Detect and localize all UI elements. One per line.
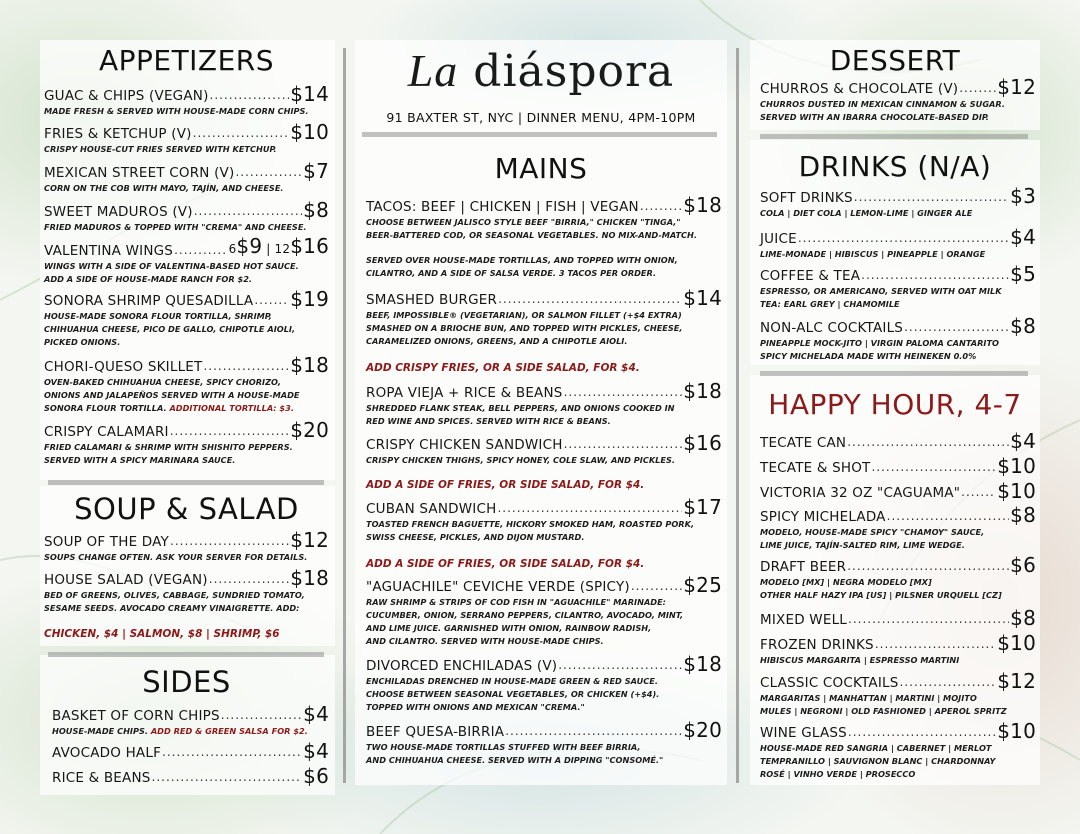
menu-item [44,200,329,233]
item-price: $7 [303,159,329,183]
item-price: $5 [1010,262,1036,286]
item-description: MARGARITAS | MANHATTAN | MARTINI | MOJITO [760,693,977,703]
menu-item [44,289,329,348]
item-description: SONORA FLOUR TORTILLA. ADDITIONAL TORTILLA: $3. [44,403,294,413]
item-description: CORN ON THE COB WITH MAYO, TAJÍN, AND CHEESE. [44,183,284,193]
item-description: AND CHIHUAHUA CHEESE. SERVED WITH A DIPPING "CONSOMÉ." [366,755,664,765]
item-name: CUBAN SANDWICH [366,501,497,517]
menu-item [760,481,1036,501]
cuban-addon-note: ADD A SIDE OF FRIES, OR SIDE SALAD, FOR $4. [366,558,645,570]
item-description: ADD A SIDE OF HOUSE-MADE RANCH FOR $2. [44,274,253,284]
item-name: SOFT DRINKS [760,190,853,206]
item-price: $12 [997,75,1036,99]
item-price: $19 [290,287,329,311]
menu-item [366,433,722,466]
menu-item [760,264,1036,310]
menu-item [760,227,1036,260]
item-description: TOPPED WITH ONIONS AND MEXICAN "CREMA." [366,702,585,712]
item-name: "AGUACHILE" CEVICHE VERDE (SPICY) [366,579,630,595]
item-description: MODELO [MX] | NEGRA MODELO [MX] [760,577,932,587]
menu-item [44,161,329,194]
item-description: MADE FRESH & SERVED WITH HOUSE-MADE CORN CHIPS. [44,106,309,116]
happy-hour-title: HAPPY HOUR, 4-7 [768,388,1022,421]
item-description: TOASTED FRENCH BAGUETTE, HICKORY SMOKED HAM, ROASTED PORK, [366,519,695,529]
menu-item [44,122,329,155]
section-separator [760,134,1028,139]
item-name: TECATE CAN [760,435,847,451]
item-description: PICKED ONIONS. [44,337,121,347]
item-description: SERVED WITH AN IBARRA CHOCOLATE-BASED DIP. [760,112,989,122]
menu-item [44,568,329,614]
item-description: BEEF, IMPOSSIBLE® (VEGETARIAN), OR SALMON FILLET (+$4 EXTRA) [366,310,682,320]
column-divider-left [343,48,346,783]
item-price: $4 [303,702,329,726]
item-name: HOUSE SALAD (VEGAN) [44,572,208,588]
item-description: SERVED OVER HOUSE-MADE TORTILLAS, AND TOPPED WITH ONION, [366,255,678,265]
item-description: HOUSE-MADE SONORA FLOUR TORTILLA, SHRIMP, [44,311,272,321]
chicken-sandwich-addon-note: ADD A SIDE OF FRIES, OR SIDE SALAD, FOR $4. [366,479,645,491]
item-description: HOUSE-MADE CHIPS. ADD RED & GREEN SALSA FOR $2. [52,726,308,736]
item-description: CRISPY CHICKEN THIGHS, SPICY HONEY, COLE SLAW, AND PICKLES. [366,455,675,465]
item-price: $12 [997,669,1036,693]
item-description: SOUPS CHANGE OFTEN. ASK YOUR SERVER FOR DETAILS. [44,552,308,562]
mains-title: MAINS [494,152,588,185]
item-price: $18 [683,652,722,676]
item-name: CRISPY CALAMARI [44,424,169,440]
item-price: $16 [683,431,722,455]
item-price: $10 [290,120,329,144]
item-price: $4 [303,739,329,763]
item-description: LIME JUICE, TAJÍN-SALTED RIM, LIME WEDGE. [760,540,965,550]
burger-addon-note: ADD CRISPY FRIES, OR A SIDE SALAD, FOR $4. [366,362,640,374]
item-description: SPICY MICHELADA MADE WITH HEINEKEN 0.0% [760,351,977,361]
item-price: $3 [1010,184,1036,208]
item-description: SWISS CHEESE, PICKLES, AND DIJON MUSTARD. [366,532,585,542]
item-description: HIBISCUS MARGARITA | ESPRESSO MARTINI [760,655,960,665]
item-name: CHURROS & CHOCOLATE (V) [760,81,959,97]
item-price: $10 [997,631,1036,655]
item-name: JUICE [760,231,797,247]
address-line: 91 BAXTER ST, NYC | DINNER MENU, 4PM-10PM [386,110,696,125]
menu-item [366,195,722,279]
item-price: $8 [1010,503,1036,527]
item-name: VALENTINA WINGS [44,243,174,259]
item-description: SESAME SEEDS. AVOCADO CREAMY VINAIGRETTE. ADD: [44,603,300,613]
item-name: TECATE & SHOT [760,460,871,476]
menu-item [760,431,1036,451]
item-price: $10 [997,479,1036,503]
item-description: PINEAPPLE MOCK-JITO | VIRGIN PALOMA CANTARITO [760,338,1000,348]
item-price: $20 [683,718,722,742]
menu-item [760,721,1036,780]
item-description: CHURROS DUSTED IN MEXICAN CINNAMON & SUGAR. [760,99,1005,109]
item-name: SPICY MICHELADA [760,509,886,525]
item-description: HOUSE-MADE RED SANGRIA | CABERNET | MERLOT [760,743,992,753]
restaurant-logo: La diáspora [407,45,675,97]
item-name: SWEET MADUROS (V) [44,204,193,220]
item-name: DRAFT BEER [760,559,847,575]
item-name: MEXICAN STREET CORN (V) [44,165,235,181]
menu-item [366,381,722,427]
sides-title: SIDES [142,665,231,699]
item-name: SONORA SHRIMP QUESADILLA [44,293,254,309]
item-description: MULES | NEGRONI | OLD FASHIONED | APEROL SPRITZ [760,706,1007,716]
soup-salad-title: SOUP & SALAD [74,492,299,526]
item-name: BEEF QUESA-BIRRIA [366,724,505,740]
item-price: $18 [683,379,722,403]
item-description: ROSÉ | VINHO VERDE | PROSECCO [760,769,916,779]
item-name: NON-ALC COCKTAILS [760,320,904,336]
item-description: BED OF GREENS, OLIVES, CABBAGE, SUNDRIED TOMATO, [44,590,305,600]
item-description: TEA: EARL GREY | CHAMOMILE [760,299,900,309]
menu-item [760,456,1036,476]
menu-item [760,671,1036,717]
menu-item [366,497,722,543]
item-price: $14 [683,286,722,310]
appetizers-title: APPETIZERS [98,44,275,77]
menu-item [44,355,329,414]
item-description: CILANTRO, AND A SIDE OF SALSA VERDE. 3 TACOS PER ORDER. [366,268,657,278]
section-separator [362,132,717,137]
item-price: $6 [1010,553,1036,577]
item-price: $8 [1010,314,1036,338]
menu-item [366,654,722,713]
item-description: CHOOSE BETWEEN JALISCO STYLE BEEF "BIRRIA," CHICKEN "TINGA," [366,217,681,227]
item-name: CHORI-QUESO SKILLET [44,359,203,375]
item-name: CLASSIC COCKTAILS [760,675,899,691]
menu-item [52,704,329,737]
section-separator [48,480,324,485]
item-description: OVEN-BAKED CHIHUAHUA CHEESE, SPICY CHORIZO, [44,377,281,387]
item-price: $10 [997,719,1036,743]
item-description: TWO HOUSE-MADE TORTILLAS STUFFED WITH BEEF BIRRIA, [366,742,641,752]
menu-item [760,77,1036,123]
item-description: BEER-BATTERED COD, OR SEASONAL VEGETABLES. NO MIX-AND-MATCH. [366,230,698,240]
item-description: TEMPRANILLO | SAUVIGNON BLANC | CHARDONNAY [760,756,996,766]
menu-item [52,766,329,786]
item-description: ONIONS AND JALAPEÑOS SERVED WITH A HOUSE-MADE [44,390,300,400]
item-name: FROZEN DRINKS [760,637,874,653]
item-price: $14 [290,82,329,106]
item-description: SHREDDED FLANK STEAK, BELL PEPPERS, AND ONIONS COOKED IN [366,403,675,413]
section-separator [48,652,324,657]
item-price: $8 [303,198,329,222]
item-name: AVOCADO HALF [52,745,162,761]
menu-item [44,236,329,285]
item-name: MIXED WELL [760,612,848,628]
item-description: CHIHUAHUA CHEESE, PICO DE GALLO, CHIPOTLE AIOLI, [44,324,296,334]
item-name: WINE GLASS [760,725,847,741]
item-description: FRIED MADUROS & TOPPED WITH "CREMA" AND CHEESE. [44,222,307,232]
item-name: COFFEE & TEA [760,268,861,284]
item-price: $10 [997,454,1036,478]
item-description: AND CILANTRO. SERVED WITH HOUSE-MADE CHIPS. [366,636,604,646]
menu-item [366,288,722,347]
item-description: MODELO, HOUSE-MADE SPICY "CHAMOY" SAUCE, [760,527,985,537]
item-price: $18 [683,193,722,217]
item-description: SMASHED ON A BRIOCHE BUN, AND TOPPED WITH PICKLES, CHEESE, [366,323,683,333]
item-price: $6 [303,764,329,788]
item-description: CUCUMBER, ONION, SERRANO PEPPERS, CILANTRO, AVOCADO, MINT, [366,610,684,620]
item-description: ENCHILADAS DRENCHED IN HOUSE-MADE GREEN & RED SAUCE. [366,676,658,686]
item-description: CHOOSE BETWEEN SEASONAL VEGETABLES, OR CHICKEN (+$4). [366,689,660,699]
menu-item [760,555,1036,601]
menu-item [44,84,329,117]
menu-item [52,741,329,761]
item-description: LIME-MONADE | HIBISCUS | PINEAPPLE | ORANGE [760,249,986,259]
drinks-title: DRINKS (N/A) [798,150,992,183]
item-description: FRIED CALAMARI & SHRIMP WITH SHISHITO PEPPERS. [44,442,293,452]
item-name: CRISPY CHICKEN SANDWICH [366,437,563,453]
menu-item [44,420,329,466]
item-description: SERVED WITH A SPICY MARINARA SAUCE. [44,455,236,465]
item-price: 6$9 | 12$16 [228,234,329,258]
menu-item [366,575,722,647]
item-name: SOUP OF THE DAY [44,534,170,550]
item-name: VICTORIA 32 OZ "CAGUAMA" [760,485,961,501]
item-price: $12 [290,528,329,552]
item-price: $8 [1010,606,1036,630]
item-name: FRIES & KETCHUP (V) [44,126,192,142]
item-name: TACOS: BEEF | CHICKEN | FISH | VEGAN [366,199,639,215]
item-description: COLA | DIET COLA | LEMON-LIME | GINGER ALE [760,208,973,218]
item-price: $20 [290,418,329,442]
item-name: BASKET OF CORN CHIPS [52,708,220,724]
menu-item [44,530,329,563]
item-price: $4 [1010,429,1036,453]
item-price: $17 [683,495,722,519]
item-name: SMASHED BURGER [366,292,498,308]
item-description: AND LIME JUICE. GARNISHED WITH ONION, RAINBOW RADISH, [366,623,652,633]
item-description: WINGS WITH A SIDE OF VALENTINA-BASED HOT SAUCE. [44,261,299,271]
item-price: $18 [290,353,329,377]
section-separator [760,371,1028,376]
dessert-title: DESSERT [829,44,961,77]
menu-item [760,633,1036,666]
item-description: RED WINE AND SPICES. SERVED WITH RICE & BEANS. [366,416,611,426]
item-description: CRISPY HOUSE-CUT FRIES SERVED WITH KETCHUP. [44,144,277,154]
column-divider-right [736,48,739,783]
item-price: $18 [290,566,329,590]
item-name: ROPA VIEJA + RICE & BEANS [366,385,563,401]
item-name: DIVORCED ENCHILADAS (V) [366,658,558,674]
item-description: CARAMELIZED ONIONS, GREENS, AND A CHIPOTLE AIOLI. [366,336,628,346]
menu-item [760,505,1036,551]
item-price: $4 [1010,225,1036,249]
item-description: OTHER HALF HAZY IPA [US] | PILSNER URQUELL [CZ] [760,590,1002,600]
menu-item [366,720,722,766]
menu-item [760,316,1036,362]
menu-item [760,608,1036,628]
item-price: $25 [683,573,722,597]
item-description: ESPRESSO, OR AMERICANO, SERVED WITH OAT MILK [760,286,1002,296]
item-name: RICE & BEANS [52,770,151,786]
item-description: RAW SHRIMP & STRIPS OF COD FISH IN "AGUACHILE" MARINADE: [366,597,666,607]
salad-addons: CHICKEN, $4 | SALMON, $8 | SHRIMP, $6 [44,628,280,640]
menu-item [760,186,1036,219]
item-name: GUAC & CHIPS (VEGAN) [44,88,209,104]
